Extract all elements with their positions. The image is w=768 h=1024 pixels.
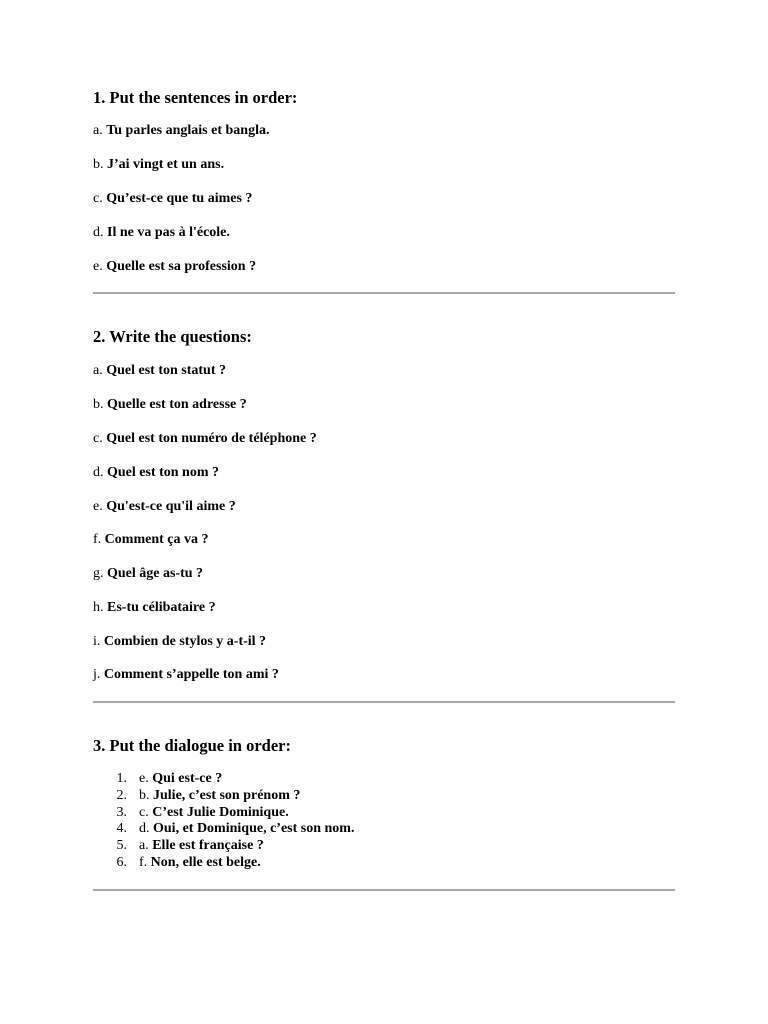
item-text: Non, elle est belge.: [150, 854, 261, 870]
section2-item: [93, 600, 216, 616]
item-text: J’ai vingt et un ans.: [107, 157, 225, 172]
section2-item: [93, 465, 219, 481]
item-letter: b.: [93, 397, 104, 412]
section2-item: [93, 532, 208, 548]
item-text: Comment ça va ?: [104, 532, 209, 547]
item-text: Quel est ton nom ?: [107, 465, 219, 480]
item-letter: j.: [93, 667, 101, 682]
item-letter: i.: [93, 634, 101, 649]
section2-item: [93, 634, 266, 650]
item-letter: h.: [93, 600, 104, 615]
section2-item: [93, 667, 279, 683]
item-letter: c.: [93, 431, 103, 446]
item-text: Julie, c’est son prénom ?: [153, 787, 301, 803]
item-letter: d.: [93, 465, 104, 480]
section2-item: [93, 363, 226, 379]
section2-item: [93, 566, 203, 582]
item-letter: e.: [93, 259, 103, 274]
item-number: 2.: [116, 787, 127, 803]
section-divider: [93, 701, 675, 703]
item-text: Combien de stylos y a-t-il ?: [103, 634, 267, 649]
item-letter: g.: [93, 566, 104, 581]
section1-item: [93, 259, 256, 275]
item-number: 4.: [116, 821, 127, 837]
item-text: Oui, et Dominique, c’est son nom.: [153, 821, 355, 837]
item-text: C’est Julie Dominique.: [152, 804, 289, 820]
item-text: Il ne va pas à l'école.: [107, 225, 230, 240]
item-letter: d.: [139, 821, 150, 837]
section-divider: [93, 292, 675, 294]
item-letter: b.: [139, 787, 150, 803]
section2-title: 2. Write the questions:: [93, 327, 252, 346]
item-number: 1.: [116, 771, 127, 786]
item-letter: f.: [139, 854, 148, 870]
item-text: Elle est française ?: [152, 838, 264, 854]
item-text: Comment s’appelle ton ami ?: [103, 667, 279, 682]
item-letter: a.: [93, 363, 103, 378]
item-letter: c.: [139, 804, 149, 820]
item-text: Quel est ton statut ?: [106, 363, 226, 378]
item-letter: e.: [139, 771, 149, 786]
section1-item: [93, 225, 230, 241]
item-letter: b.: [93, 157, 104, 172]
section2-item: [93, 397, 247, 413]
section2-item: [93, 499, 236, 515]
item-letter: d.: [93, 225, 104, 240]
item-letter: a.: [139, 838, 149, 854]
item-letter: f.: [93, 532, 102, 547]
item-text: Quel âge as-tu ?: [107, 566, 204, 581]
item-text: Quelle est sa profession ?: [106, 259, 257, 274]
item-text: Qu'est-ce qu'il aime ?: [106, 499, 236, 514]
section1-item: [93, 157, 224, 173]
item-text: Quelle est ton adresse ?: [107, 397, 247, 412]
section1-title: 1. Put the sentences in order:: [93, 88, 298, 107]
item-number: 6.: [116, 854, 127, 870]
item-text: Tu parles anglais et bangla.: [106, 123, 270, 138]
item-number: 5.: [116, 838, 127, 854]
item-letter: c.: [93, 191, 103, 206]
item-letter: a.: [93, 123, 103, 138]
section2-item: [93, 431, 317, 447]
section3-title: 3. Put the dialogue in order:: [93, 736, 291, 755]
item-text: Quel est ton numéro de téléphone ?: [106, 431, 317, 446]
item-number: 3.: [116, 804, 127, 820]
item-text: Es-tu célibataire ?: [107, 600, 216, 615]
section1-item: [93, 123, 269, 139]
item-letter: e.: [93, 499, 103, 514]
item-text: Qu’est-ce que tu aimes ?: [106, 191, 253, 206]
section-divider: [93, 889, 675, 891]
item-text: Qui est-ce ?: [152, 771, 223, 786]
section1-item: [93, 191, 252, 207]
